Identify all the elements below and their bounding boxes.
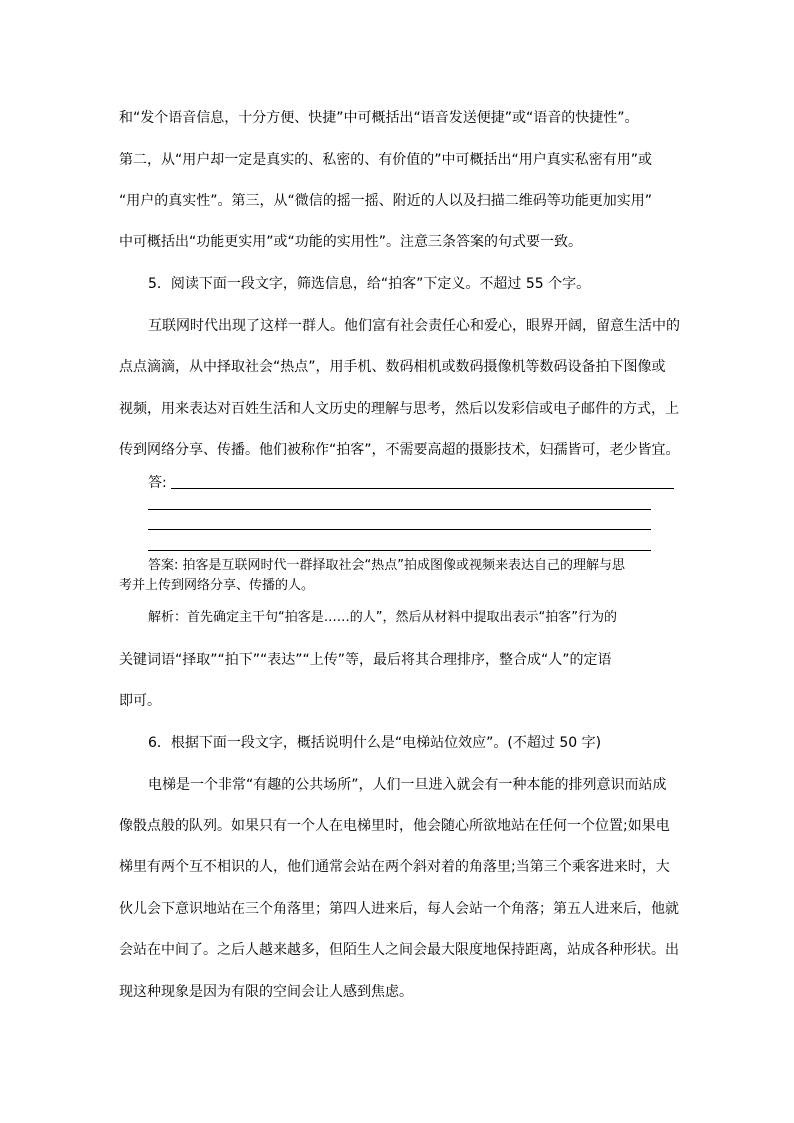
question-6-passage-line: 伙儿会下意识地站在三个角落里；第四人进来后，每人会站一个角落；第五人进来后，他就 <box>119 901 679 917</box>
question-6-prompt: 6．根据下面一段文字，概括说明什么是“电梯站位效应”。(不超过 50 字) <box>148 735 602 751</box>
question-6-passage-line: 梯里有两个互不相识的人，他们通常会站在两个斜对着的角落里;当第三个乘客进来时，大 <box>119 859 670 875</box>
answer-blank-line[interactable] <box>148 550 651 551</box>
answer-text-line: 考并上传到网络分享、传播的人。 <box>119 578 315 593</box>
question-6-passage-line: 会站在中间了。之后人越来越多，但陌生人之间会最大限度地保持距离，站成各种形状。出 <box>119 942 679 958</box>
question-5-prompt: 5．阅读下面一段文字，筛选信息，给“拍客”下定义。不超过 55 个字。 <box>148 276 591 292</box>
analysis-line: 关键词语“择取”“拍下”“表达”“上传”等，最后将其合理排序，整合成“人”的定语 <box>119 652 612 668</box>
explanation-line-4: 中可概括出“功能更实用”或“功能的实用性”。注意三条答案的句式要一致。 <box>119 234 583 250</box>
question-5-passage-line: 传到网络分享、传播。他们被称作“拍客”，不需要高超的摄影技术，妇孺皆可，老少皆宜。 <box>119 442 680 458</box>
analysis-line: 解析：首先确定主干句“拍客是……的人”，然后从材料中提取出表示“拍客”行为的 <box>148 610 617 625</box>
question-6-passage-line: 现这种现象是因为有限的空间会让人感到焦虑。 <box>119 984 413 1000</box>
question-5-passage-line: 点点滴滴，从中择取社会“热点”，用手机、数码相机或数码摄像机等数码设备拍下图像或 <box>119 359 666 375</box>
explanation-line-2: 第二，从“用户却一定是真实的、私密的、有价值的”中可概括出“用户真实私密有用”或 <box>119 152 653 168</box>
answer-blank-line[interactable] <box>148 529 651 530</box>
question-5-passage-line: 互联网时代出现了这样一群人。他们富有社会责任心和爱心，眼界开阔，留意生活中的 <box>148 318 680 334</box>
answer-blank-line[interactable] <box>148 509 651 510</box>
question-6-passage-line: 像骰点般的队列。如果只有一个人在电梯里时，他会随心所欲地站在任何一个位置;如果电 <box>119 818 670 834</box>
answer-text-line: 答案: 拍客是互联网时代一群择取社会“热点”拍成图像或视频来表达自己的理解与思 <box>148 558 625 573</box>
explanation-line-3: “用户的真实性”。第三，从“微信的摇一摇、附近的人以及扫描二维码等功能更加实用” <box>119 193 653 209</box>
analysis-line: 即可。 <box>119 693 161 709</box>
question-6-passage-line: 电梯是一个非常“有趣的公共场所”，人们一旦进入就会有一种本能的排列意识而站成 <box>148 777 667 793</box>
answer-blank-line[interactable] <box>171 488 674 489</box>
explanation-line-1: 和“发个语音信息，十分方便、快捷”中可概括出“语音发送便捷”或“语音的快捷性”。 <box>119 110 639 126</box>
question-5-passage-line: 视频，用来表达对百姓生活和人文历史的理解与思考，然后以发彩信或电子邮件的方式，上 <box>119 401 679 417</box>
answer-label: 答: <box>148 475 167 491</box>
